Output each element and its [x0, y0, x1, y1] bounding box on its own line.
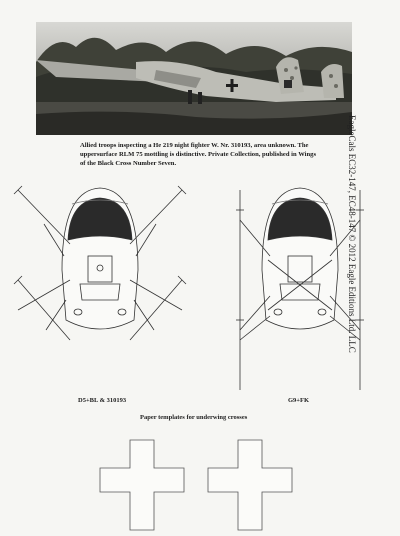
underside-diagrams	[0, 160, 380, 410]
cross-templates	[0, 430, 400, 536]
cross-template-left	[100, 440, 184, 530]
photo-image	[36, 22, 352, 135]
left-underside-diagram	[14, 186, 186, 340]
right-underside-diagram	[236, 188, 364, 390]
cross-template-right	[208, 440, 292, 530]
copyright-credit: EagleCals EC32-147, EC48-147 © 2012 Eagle Editions Ltd. LLC	[347, 115, 357, 353]
photo-caption: Allied troops inspecting a He 219 night fighter W. Nr. 310193, area unknown. The uppersurface RLM 75 mottling is distinctive. Private Collection, published in Wings of the Black Cross Number Seven.	[80, 142, 317, 167]
right-diagram-label: G9+FK	[288, 397, 310, 404]
templates-title: Paper templates for underwing crosses	[140, 414, 248, 421]
aircraft-photo	[36, 22, 352, 135]
left-diagram-label: D5+BL & 310193	[78, 397, 127, 404]
